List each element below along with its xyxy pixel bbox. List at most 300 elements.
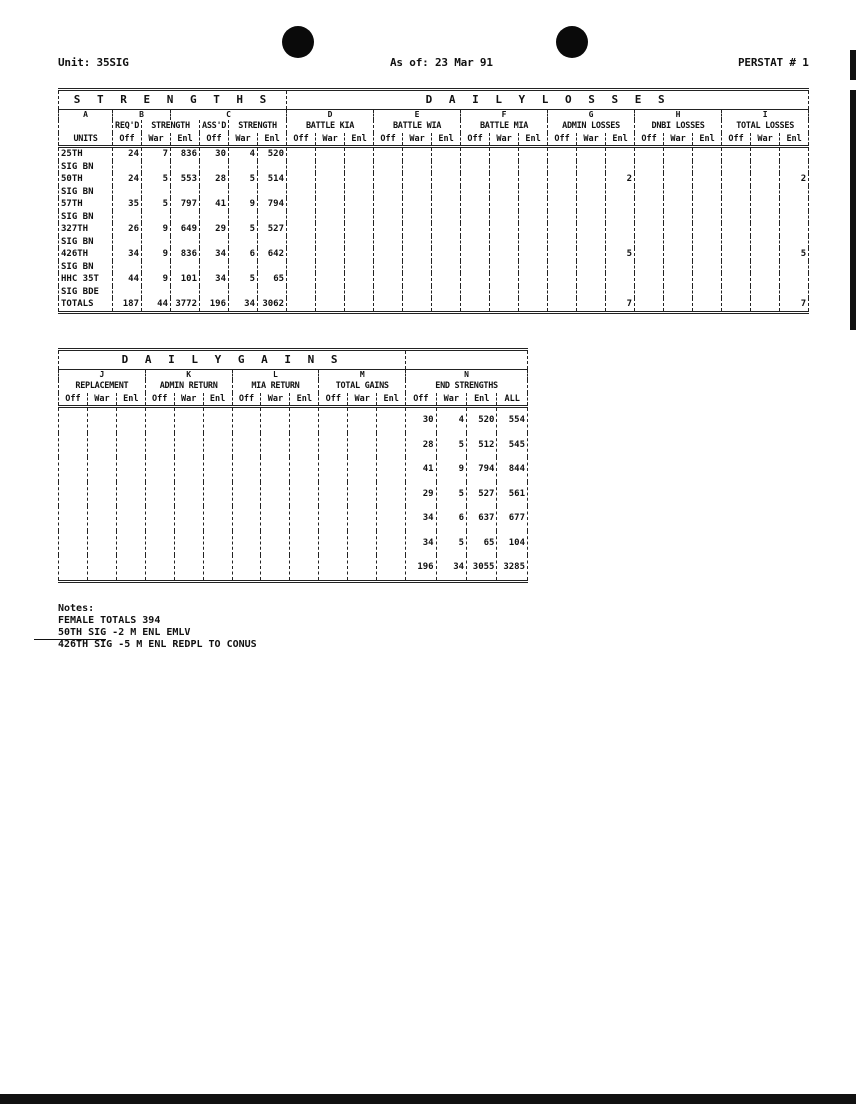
- cell-blank: [142, 211, 171, 224]
- cell-blank: [261, 407, 290, 433]
- cell-blank: [200, 211, 229, 224]
- cell-value: [751, 248, 780, 261]
- cell-blank: [142, 186, 171, 199]
- cell-value: 794: [258, 198, 287, 211]
- cell-blank: [203, 506, 232, 531]
- table-row: [59, 198, 809, 211]
- end-strength-value: 104: [497, 531, 528, 556]
- admin-losses-header: ADMIN LOSSES: [548, 120, 635, 133]
- table-row: [59, 273, 809, 286]
- unit-name: 50TH: [59, 173, 113, 186]
- cell-blank: [145, 555, 174, 581]
- cell-blank: [693, 236, 722, 249]
- end-strength-value: 545: [497, 433, 528, 458]
- daily-gains-table: [58, 348, 528, 583]
- cell-blank: [203, 407, 232, 433]
- total-value: [519, 298, 548, 312]
- cell-blank: [171, 236, 200, 249]
- cell-value: [780, 223, 809, 236]
- cell-blank: [780, 261, 809, 274]
- unit-subname: SIG BDE: [59, 286, 113, 299]
- units-header: UNITS: [59, 120, 113, 147]
- cell-value: 5: [229, 173, 258, 186]
- cell-blank: [432, 161, 461, 174]
- strength-header: STRENGTH: [142, 120, 200, 133]
- reqd-header: REQ'D: [113, 120, 142, 133]
- cell-value: [693, 173, 722, 186]
- punch-hole-right: [556, 26, 588, 58]
- cell-blank: [461, 236, 490, 249]
- cell-value: [780, 273, 809, 286]
- table-row: [59, 261, 809, 274]
- cell-blank: [59, 555, 88, 581]
- cell-blank: [461, 211, 490, 224]
- cell-value: [751, 147, 780, 161]
- cell-blank: [432, 186, 461, 199]
- cell-blank: [490, 261, 519, 274]
- cell-value: 34: [200, 248, 229, 261]
- cell-value: [403, 147, 432, 161]
- cell-blank: [287, 261, 316, 274]
- cell-blank: [664, 261, 693, 274]
- cell-value: [316, 273, 345, 286]
- end-strengths-header: END STRENGTHS: [406, 380, 528, 393]
- cell-blank: [174, 555, 203, 581]
- sub-header-row: [59, 393, 528, 407]
- cell-blank: [345, 186, 374, 199]
- strength2-header: STRENGTH: [229, 120, 287, 133]
- cell-value: [635, 147, 664, 161]
- cell-blank: [116, 433, 145, 458]
- table-row: [59, 531, 528, 556]
- end-strength-value: 5: [436, 433, 466, 458]
- sub-header-war: War: [664, 133, 693, 147]
- cell-value: [490, 173, 519, 186]
- end-strength-value: 34: [436, 555, 466, 581]
- punch-hole-left: [282, 26, 314, 58]
- note-line: 50TH SIG -2 M ENL EMLV: [58, 627, 191, 638]
- cell-blank: [606, 236, 635, 249]
- cell-blank: [59, 482, 88, 507]
- cell-blank: [113, 286, 142, 299]
- cell-blank: [664, 236, 693, 249]
- cell-value: [548, 223, 577, 236]
- cell-value: 836: [171, 248, 200, 261]
- total-losses-header: TOTAL LOSSES: [722, 120, 809, 133]
- cell-blank: [174, 506, 203, 531]
- cell-blank: [319, 433, 348, 458]
- cell-blank: [145, 506, 174, 531]
- cell-value: 5: [229, 223, 258, 236]
- totals-row: [59, 555, 528, 581]
- cell-value: 2: [606, 173, 635, 186]
- cell-blank: [403, 286, 432, 299]
- total-value: 7: [606, 298, 635, 312]
- strengths-losses-table: [58, 88, 809, 314]
- cell-blank: [203, 457, 232, 482]
- cell-value: 527: [258, 223, 287, 236]
- cell-blank: [432, 236, 461, 249]
- cell-blank: [116, 407, 145, 433]
- cell-value: [490, 273, 519, 286]
- end-strength-value: 4: [436, 407, 466, 433]
- total-value: [316, 298, 345, 312]
- cell-blank: [171, 186, 200, 199]
- cell-blank: [606, 186, 635, 199]
- cell-blank: [432, 211, 461, 224]
- cell-blank: [635, 161, 664, 174]
- cell-value: 24: [113, 173, 142, 186]
- cell-value: [287, 248, 316, 261]
- cell-blank: [722, 161, 751, 174]
- sub-header-off: Off: [319, 393, 348, 407]
- cell-blank: [87, 555, 116, 581]
- table-row: [59, 506, 528, 531]
- cell-value: [693, 248, 722, 261]
- cell-blank: [377, 482, 406, 507]
- cell-value: [577, 198, 606, 211]
- total-value: 187: [113, 298, 142, 312]
- report-id: PERSTAT # 1: [738, 56, 809, 69]
- cell-value: [374, 223, 403, 236]
- cell-value: [606, 223, 635, 236]
- cell-blank: [287, 161, 316, 174]
- col-letter: N: [406, 370, 528, 381]
- cell-blank: [345, 161, 374, 174]
- cell-blank: [374, 186, 403, 199]
- note-line: FEMALE TOTALS 394: [58, 615, 161, 626]
- cell-blank: [377, 506, 406, 531]
- col-letter: D: [287, 110, 374, 121]
- cell-blank: [490, 211, 519, 224]
- cell-value: [751, 223, 780, 236]
- cell-value: 26: [113, 223, 142, 236]
- cell-value: [316, 198, 345, 211]
- daily-losses-title: D A I L Y L O S S E S: [287, 90, 809, 110]
- cell-blank: [174, 457, 203, 482]
- table-row: [59, 286, 809, 299]
- cell-blank: [142, 286, 171, 299]
- cell-blank: [348, 407, 377, 433]
- cell-blank: [780, 211, 809, 224]
- sub-header-off: Off: [548, 133, 577, 147]
- cell-value: 30: [200, 147, 229, 161]
- cell-blank: [345, 236, 374, 249]
- cell-blank: [548, 161, 577, 174]
- cell-blank: [87, 407, 116, 433]
- cell-blank: [59, 457, 88, 482]
- cell-value: [490, 147, 519, 161]
- cell-blank: [345, 211, 374, 224]
- cell-blank: [606, 161, 635, 174]
- cell-blank: [113, 161, 142, 174]
- cell-blank: [290, 506, 319, 531]
- cell-blank: [577, 161, 606, 174]
- cell-blank: [203, 555, 232, 581]
- cell-value: [722, 273, 751, 286]
- cell-value: 6: [229, 248, 258, 261]
- cell-value: [635, 198, 664, 211]
- sub-header-enl: Enl: [116, 393, 145, 407]
- cell-value: [287, 198, 316, 211]
- cell-value: [403, 248, 432, 261]
- cell-blank: [87, 433, 116, 458]
- unit-label: Unit: 35SIG: [58, 56, 129, 69]
- table-row: [59, 211, 809, 224]
- group-header-row: [59, 380, 528, 393]
- cell-blank: [577, 261, 606, 274]
- cell-blank: [258, 236, 287, 249]
- cell-value: [461, 147, 490, 161]
- cell-blank: [232, 506, 261, 531]
- cell-blank: [751, 286, 780, 299]
- cell-blank: [59, 433, 88, 458]
- cell-blank: [229, 286, 258, 299]
- cell-blank: [319, 457, 348, 482]
- cell-value: [345, 223, 374, 236]
- cell-blank: [174, 433, 203, 458]
- cell-blank: [693, 286, 722, 299]
- cell-blank: [232, 555, 261, 581]
- cell-blank: [377, 457, 406, 482]
- cell-blank: [606, 286, 635, 299]
- cell-blank: [290, 433, 319, 458]
- cell-blank: [722, 261, 751, 274]
- total-value: 196: [200, 298, 229, 312]
- cell-blank: [319, 407, 348, 433]
- unit-subname: SIG BN: [59, 261, 113, 274]
- cell-value: [664, 147, 693, 161]
- unit-subname: SIG BN: [59, 211, 113, 224]
- cell-value: [722, 198, 751, 211]
- end-strength-value: 6: [436, 506, 466, 531]
- total-value: 3062: [258, 298, 287, 312]
- cell-value: 34: [200, 273, 229, 286]
- sub-header-off: Off: [722, 133, 751, 147]
- cell-value: 4: [229, 147, 258, 161]
- table-title-row: [59, 90, 809, 110]
- cell-blank: [345, 286, 374, 299]
- strengths-title: S T R E N G T H S: [59, 90, 287, 110]
- cell-value: [548, 198, 577, 211]
- col-letter: G: [548, 110, 635, 121]
- total-value: 34: [229, 298, 258, 312]
- sub-header-off: Off: [145, 393, 174, 407]
- scan-edge-mark: [850, 90, 856, 330]
- cell-value: [374, 198, 403, 211]
- cell-blank: [693, 261, 722, 274]
- unit-name: 327TH: [59, 223, 113, 236]
- cell-value: [606, 198, 635, 211]
- cell-value: [519, 223, 548, 236]
- end-strength-value: 5: [436, 482, 466, 507]
- cell-blank: [174, 531, 203, 556]
- cell-value: 9: [142, 273, 171, 286]
- cell-value: [664, 248, 693, 261]
- as-of-date: As of: 23 Mar 91: [390, 56, 493, 69]
- end-strength-value: 844: [497, 457, 528, 482]
- cell-blank: [113, 236, 142, 249]
- gains-title-blank: [406, 350, 528, 370]
- cell-value: 797: [171, 198, 200, 211]
- sub-header-enl: Enl: [171, 133, 200, 147]
- cell-blank: [319, 555, 348, 581]
- col-letter: F: [461, 110, 548, 121]
- cell-value: 28: [200, 173, 229, 186]
- cell-value: [577, 173, 606, 186]
- cell-blank: [635, 261, 664, 274]
- cell-blank: [461, 261, 490, 274]
- cell-value: [403, 198, 432, 211]
- cell-value: 520: [258, 147, 287, 161]
- cell-blank: [374, 161, 403, 174]
- cell-blank: [577, 236, 606, 249]
- end-strength-value: 512: [467, 433, 497, 458]
- table-row: [59, 223, 809, 236]
- cell-blank: [232, 457, 261, 482]
- cell-blank: [751, 236, 780, 249]
- daily-gains-title: D A I L Y G A I N S: [59, 350, 406, 370]
- cell-blank: [203, 433, 232, 458]
- cell-blank: [258, 211, 287, 224]
- group-header-row: [59, 120, 809, 133]
- cell-value: [519, 173, 548, 186]
- sub-header-war: War: [174, 393, 203, 407]
- cell-blank: [722, 211, 751, 224]
- cell-blank: [174, 482, 203, 507]
- end-strength-value: 28: [406, 433, 436, 458]
- cell-value: [461, 223, 490, 236]
- cell-blank: [116, 531, 145, 556]
- cell-blank: [229, 161, 258, 174]
- cell-blank: [377, 531, 406, 556]
- cell-blank: [377, 555, 406, 581]
- cell-value: [316, 147, 345, 161]
- cell-value: [780, 198, 809, 211]
- cell-value: [722, 248, 751, 261]
- cell-blank: [664, 161, 693, 174]
- battle-kia-header: BATTLE KIA: [287, 120, 374, 133]
- end-strength-value: 65: [467, 531, 497, 556]
- cell-blank: [519, 161, 548, 174]
- sub-header-enl: Enl: [290, 393, 319, 407]
- cell-value: [577, 273, 606, 286]
- cell-value: [432, 273, 461, 286]
- cell-blank: [59, 531, 88, 556]
- cell-value: [345, 147, 374, 161]
- cell-value: [374, 248, 403, 261]
- cell-blank: [174, 407, 203, 433]
- table-row: [59, 173, 809, 186]
- cell-value: [432, 147, 461, 161]
- cell-value: [606, 273, 635, 286]
- end-strength-value: 520: [467, 407, 497, 433]
- sub-header-enl: Enl: [780, 133, 809, 147]
- cell-value: 41: [200, 198, 229, 211]
- cell-value: [316, 223, 345, 236]
- cell-value: [345, 248, 374, 261]
- column-letter-row: [59, 370, 528, 381]
- cell-value: [664, 173, 693, 186]
- cell-blank: [290, 407, 319, 433]
- cell-blank: [59, 407, 88, 433]
- cell-value: [374, 173, 403, 186]
- cell-blank: [261, 457, 290, 482]
- end-strength-value: 527: [467, 482, 497, 507]
- battle-mia-header: BATTLE MIA: [461, 120, 548, 133]
- cell-blank: [635, 186, 664, 199]
- cell-blank: [693, 186, 722, 199]
- cell-value: [751, 273, 780, 286]
- cell-blank: [693, 211, 722, 224]
- cell-blank: [200, 236, 229, 249]
- sub-header-row: [59, 133, 809, 147]
- sub-header-war: War: [403, 133, 432, 147]
- total-value: [461, 298, 490, 312]
- cell-blank: [87, 482, 116, 507]
- cell-value: [519, 248, 548, 261]
- cell-blank: [113, 261, 142, 274]
- cell-value: [548, 147, 577, 161]
- cell-blank: [374, 211, 403, 224]
- cell-value: 5: [229, 273, 258, 286]
- cell-blank: [171, 161, 200, 174]
- table-row: [59, 433, 528, 458]
- cell-blank: [490, 236, 519, 249]
- end-strength-value: 196: [406, 555, 436, 581]
- cell-blank: [403, 186, 432, 199]
- cell-blank: [261, 482, 290, 507]
- cell-blank: [348, 555, 377, 581]
- cell-blank: [374, 286, 403, 299]
- sub-header-off: Off: [406, 393, 436, 407]
- cell-value: [635, 173, 664, 186]
- cell-value: [664, 273, 693, 286]
- cell-blank: [142, 261, 171, 274]
- totals-row: [59, 298, 809, 312]
- cell-blank: [316, 236, 345, 249]
- cell-value: 65: [258, 273, 287, 286]
- sub-header-off: Off: [635, 133, 664, 147]
- cell-value: 5: [780, 248, 809, 261]
- cell-blank: [290, 555, 319, 581]
- end-strength-value: 41: [406, 457, 436, 482]
- sub-header-off: Off: [287, 133, 316, 147]
- cell-blank: [548, 186, 577, 199]
- cell-value: 553: [171, 173, 200, 186]
- sub-header-enl: Enl: [203, 393, 232, 407]
- cell-blank: [171, 261, 200, 274]
- total-value: [548, 298, 577, 312]
- cell-blank: [316, 211, 345, 224]
- cell-blank: [229, 211, 258, 224]
- cell-value: [577, 248, 606, 261]
- cell-blank: [519, 236, 548, 249]
- notes-block: [58, 603, 257, 651]
- cell-blank: [145, 531, 174, 556]
- sub-header-off: Off: [461, 133, 490, 147]
- cell-blank: [200, 161, 229, 174]
- cell-value: [693, 223, 722, 236]
- mia-return-header: MIA RETURN: [232, 380, 319, 393]
- cell-value: 29: [200, 223, 229, 236]
- end-strength-value: 561: [497, 482, 528, 507]
- cell-value: 44: [113, 273, 142, 286]
- cell-blank: [258, 286, 287, 299]
- cell-value: [577, 223, 606, 236]
- replacement-header: REPLACEMENT: [59, 380, 146, 393]
- cell-value: [432, 248, 461, 261]
